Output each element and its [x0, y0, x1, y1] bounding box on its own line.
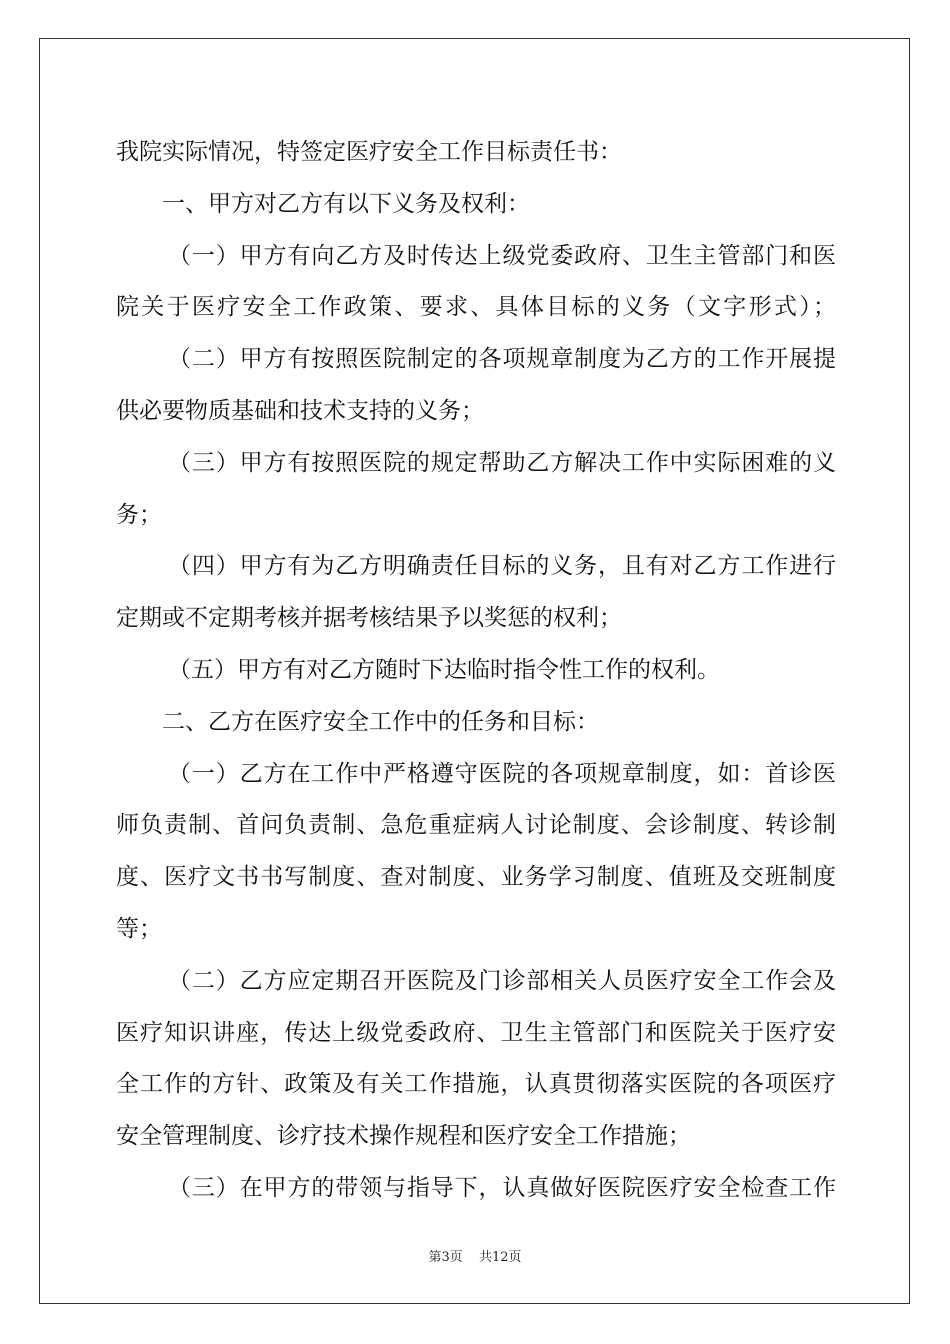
paragraph-line: 等； [116, 915, 162, 942]
paragraph-line: （四）甲方有为乙方明确责任目标的义务，且有对乙方工作进行 [168, 553, 836, 580]
paragraph-line: 定期或不定期考核并据考核结果予以奖惩的权利； [116, 605, 622, 632]
paragraph-line: （三）在甲方的带领与指导下，认真做好医院医疗安全检查工作 [168, 1174, 836, 1201]
document-body [116, 127, 836, 1215]
paragraph-line: 我院实际情况，特签定医疗安全工作目标责任书： [116, 139, 622, 165]
paragraph-line: 度、医疗文书书写制度、查对制度、业务学习制度、值班及交班制度 [116, 864, 836, 891]
paragraph-line: （二）乙方应定期召开医院及门诊部相关人员医疗安全工作会及 [168, 967, 836, 994]
paragraph-line: 务； [116, 501, 162, 528]
paragraph-line: 院关于医疗安全工作政策、要求、具体目标的义务（文字形式）； [116, 294, 836, 321]
paragraph-line: （五）甲方有对乙方随时下达临时指令性工作的权利。 [168, 656, 720, 683]
paragraph-line: 供必要物质基础和技术支持的义务； [116, 397, 484, 424]
page-total: 共12页 [478, 1250, 522, 1265]
paragraph-line: （二）甲方有按照医院制定的各项规章制度为乙方的工作开展提 [168, 346, 836, 373]
paragraph-line: 安全管理制度、诊疗技术操作规程和医疗安全工作措施； [116, 1123, 691, 1150]
page-number: 第3页 [428, 1250, 463, 1265]
paragraph-line: 医疗知识讲座，传达上级党委政府、卫生主管部门和医院关于医疗安 [116, 1019, 836, 1046]
page-footer [0, 1246, 950, 1265]
paragraph-line: 全工作的方针、政策及有关工作措施，认真贯彻落实医院的各项医疗 [116, 1071, 836, 1098]
paragraph-line: （一）甲方有向乙方及时传达上级党委政府、卫生主管部门和医 [168, 242, 836, 269]
paragraph-line: （三）甲方有按照医院的规定帮助乙方解决工作中实际困难的义 [168, 449, 836, 476]
section-heading: 一、甲方对乙方有以下义务及权利： [162, 190, 530, 217]
paragraph-line: （一）乙方在工作中严格遵守医院的各项规章制度，如：首诊医 [168, 760, 836, 787]
paragraph-line: 师负责制、首问负责制、急危重症病人讨论制度、会诊制度、转诊制 [116, 812, 836, 839]
section-heading: 二、乙方在医疗安全工作中的任务和目标： [162, 708, 599, 735]
